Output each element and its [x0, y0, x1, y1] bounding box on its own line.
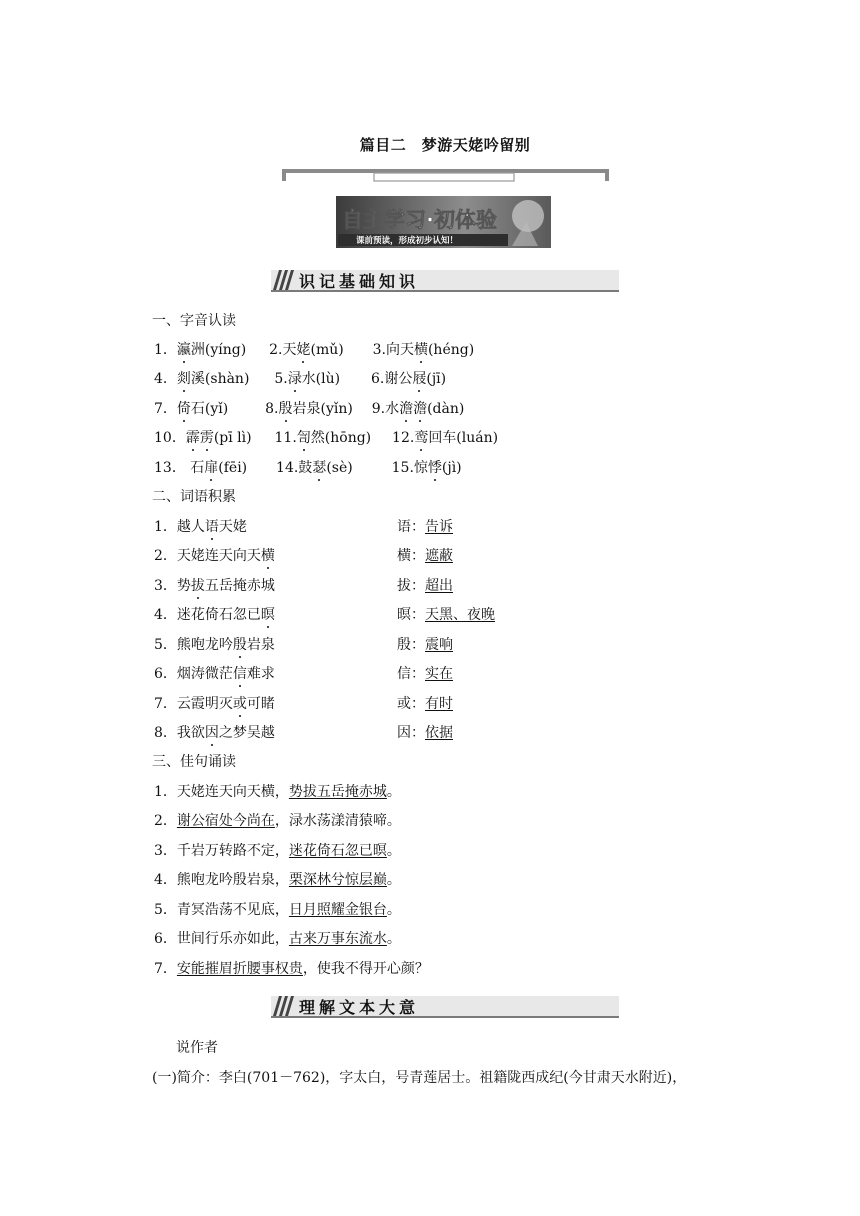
vocab-phrase: 5．熊咆龙吟殷岩泉: [154, 637, 275, 653]
section-heading-label: 识记基础知识: [299, 272, 420, 291]
recitation-line: 2．谢公宿处今尚在，渌水荡漾清猿啼。: [154, 813, 401, 829]
self-study-banner: [336, 196, 551, 248]
stripes-icon: [271, 996, 295, 1016]
vocab-phrase: 6．烟涛微茫信难求: [154, 666, 275, 682]
svg-text:自主学习·初体验: 自主学习·初体验: [342, 208, 497, 232]
pron-item: 4．剡溪(shàn): [154, 371, 250, 387]
pron-item: 6.谢公屐(jī): [371, 371, 447, 387]
pron-row-5: [154, 459, 462, 477]
pron-row-3: [154, 400, 464, 418]
vocab-phrase: 7．云霞明灭或可睹: [154, 696, 275, 712]
pron-item: 12.鸾回车(luán): [392, 430, 499, 446]
recitation-heading: 三、佳句诵读: [152, 754, 236, 770]
pron-item: 15.惊悸(jì): [391, 460, 462, 476]
stripes-icon: [271, 270, 295, 290]
pron-item: 14.鼓瑟(sè): [276, 460, 353, 476]
vocab-meaning: 横：遮蔽: [397, 548, 453, 564]
pron-item: 5.渌水(lù): [274, 371, 341, 387]
pron-item: 2.天姥(mǔ): [269, 342, 344, 358]
vocab-meaning: 殷：震响: [397, 637, 453, 653]
vocab-meaning: 信：实在: [397, 666, 453, 682]
banner-graphic: [336, 196, 551, 248]
author-intro-line: (一)简介：李白(701－762)，字太白，号青莲居士。祖籍陇西成纪(今甘肃天水附近)，: [152, 1070, 687, 1086]
recitation-line: 1．天姥连天向天横，势拔五岳掩赤城。: [154, 784, 401, 800]
pron-row-1: [154, 341, 474, 359]
pron-item: 10．霹雳(pī lì): [154, 430, 252, 446]
vocab-phrase: 8．我欲因之梦吴越: [154, 725, 275, 741]
vocab-meaning: 或：有时: [397, 696, 453, 712]
vocab-meaning: 暝：天黑、夜晚: [397, 607, 495, 623]
pron-row-4: [154, 429, 498, 447]
recitation-line: 7．安能摧眉折腰事权贵，使我不得开心颜？: [154, 961, 429, 977]
section-heading-label: 理解文本大意: [299, 998, 420, 1017]
vocab-meaning: 拔：超出: [397, 578, 453, 594]
pron-item: 11.訇然(hōng): [274, 430, 372, 446]
vocab-meaning: 语：告诉: [397, 519, 453, 535]
author-heading: 说作者: [176, 1040, 218, 1056]
svg-text:课前预读，形成初步认知！: 课前预读，形成初步认知！: [356, 236, 459, 246]
vocab-phrase: 3．势拔五岳掩赤城: [154, 578, 275, 594]
pron-item: 1．瀛洲(yíng): [154, 342, 247, 358]
pron-item: 9.水澹澹(dàn): [371, 401, 465, 417]
vocab-phrase: 1．越人语天姥: [154, 519, 247, 535]
pron-item: 13． 石扉(fēi): [154, 460, 248, 476]
pron-item: 3.向天横(héng): [372, 342, 475, 358]
page-title: 篇目二 梦游天姥吟留别: [359, 136, 531, 154]
vocab-phrase: 4．迷花倚石忽已暝: [154, 607, 275, 623]
recitation-line: 3．千岩万转路不定，迷花倚石忽已暝。: [154, 843, 401, 859]
recitation-line: 6．世间行乐亦如此，古来万事东流水。: [154, 931, 401, 947]
pron-row-2: [154, 370, 446, 388]
section-heading-text-meaning: [271, 996, 619, 1016]
pron-item: 8.殷岩泉(yǐn): [265, 401, 353, 417]
vocabulary-heading: 二、词语积累: [152, 489, 236, 505]
vocab-phrase: 2．天姥连天向天横: [154, 548, 275, 564]
recitation-line: 5．青冥浩荡不见底，日月照耀金银台。: [154, 902, 401, 918]
pronunciation-heading: 一、字音认读: [152, 313, 236, 329]
title-underline-ornament: [282, 167, 609, 183]
recitation-line: 4．熊咆龙吟殷岩泉，栗深林兮惊层巅。: [154, 872, 401, 888]
vocab-meaning: 因：依据: [397, 725, 453, 741]
pron-item: 7．倚石(yǐ): [154, 401, 229, 417]
section-heading-basic-knowledge: [271, 270, 619, 290]
